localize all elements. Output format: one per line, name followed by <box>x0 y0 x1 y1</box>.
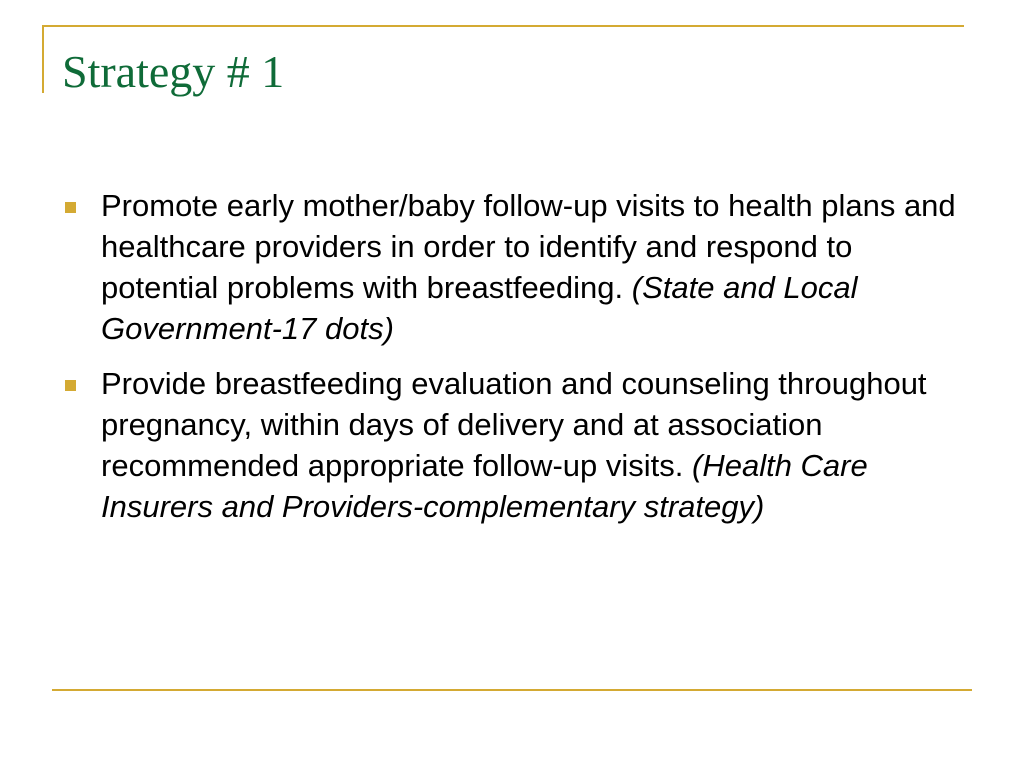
bullet-item <box>62 363 972 527</box>
bullet-content <box>101 185 971 349</box>
slide-title: Strategy # 1 <box>62 46 285 97</box>
bullet-note: (State and Local Government-17 dots) <box>101 270 858 346</box>
square-bullet-icon <box>65 202 76 213</box>
bullet-text: Provide breastfeeding evaluation and counseling throughout pregnancy, within days of delivery and at association recommended appropriate follow-up visits. <box>101 366 927 483</box>
bottom-accent-line <box>52 689 972 691</box>
bullet-list <box>62 185 972 541</box>
bullet-note: (Health Care Insurers and Providers-complementary strategy) <box>101 448 868 524</box>
bullet-text: Promote early mother/baby follow-up visits to health plans and healthcare providers in order to identify and respond to potential problems with breastfeeding. <box>101 188 956 305</box>
bullet-content <box>101 363 971 527</box>
left-accent-line <box>42 25 44 93</box>
bullet-item <box>62 185 972 349</box>
top-accent-line <box>42 25 964 27</box>
square-bullet-icon <box>65 380 76 391</box>
